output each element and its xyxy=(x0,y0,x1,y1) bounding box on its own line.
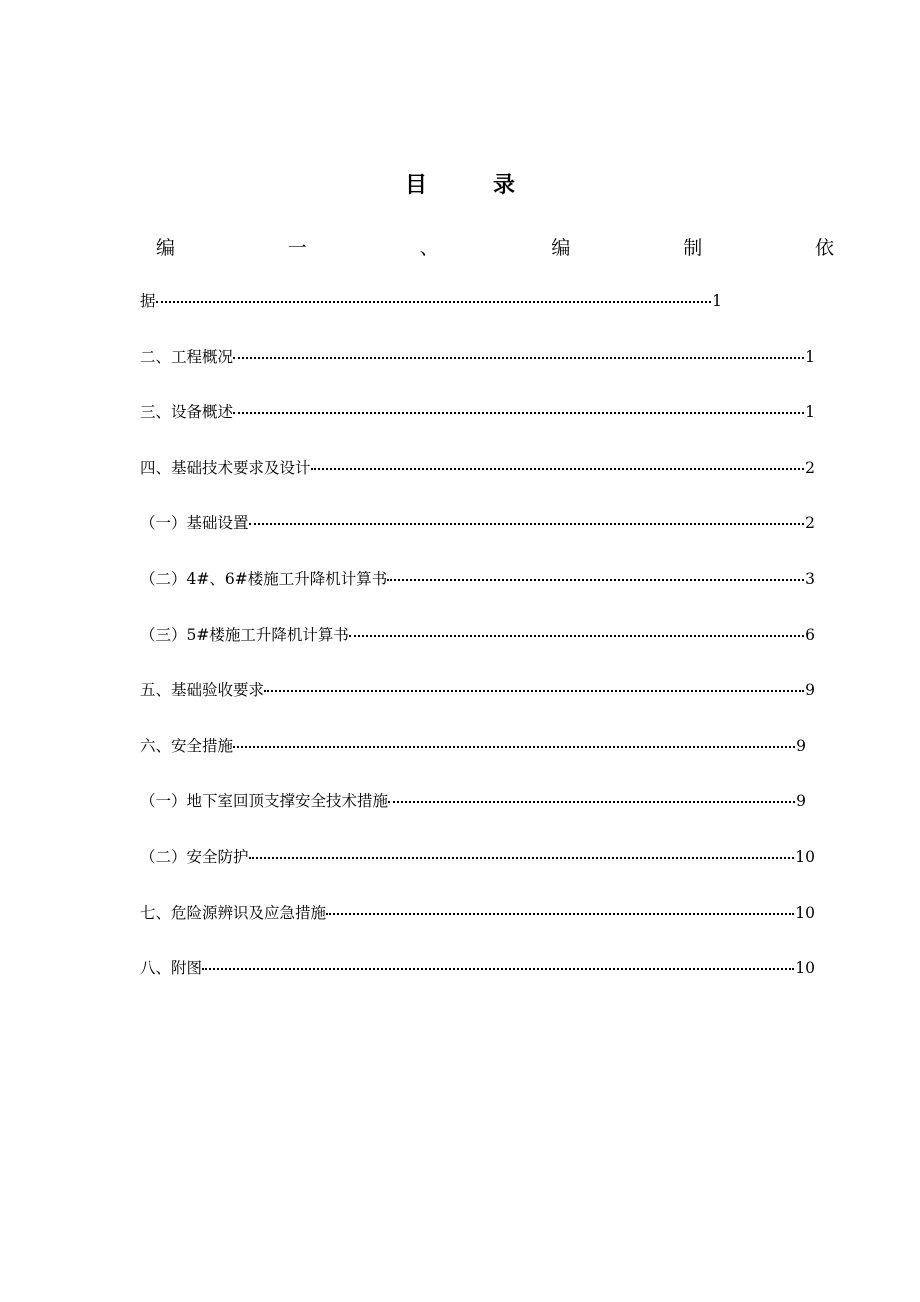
toc-entry-label: 七、危险源辨识及应急措施 xyxy=(140,903,327,922)
toc-entry-page: 1 xyxy=(712,292,722,310)
toc-entry-label: （三）5#楼施工升降机计算书 xyxy=(140,625,349,644)
toc-leader-dots xyxy=(233,733,795,759)
toc-leader-dots xyxy=(387,566,804,592)
spread-char: 制 xyxy=(683,236,703,259)
toc-entry-page: 1 xyxy=(805,347,815,366)
toc-leader-dots xyxy=(264,677,804,703)
toc-entry-page: 6 xyxy=(805,625,815,644)
toc-entry[interactable] xyxy=(140,455,815,511)
toc-leader-dots xyxy=(249,844,795,870)
toc-entry[interactable] xyxy=(140,344,815,400)
toc-entry[interactable] xyxy=(140,788,806,844)
toc-leader-dots xyxy=(233,399,804,425)
toc-leader-dots xyxy=(388,788,795,814)
toc-entry-1-continuation[interactable] xyxy=(140,288,722,344)
toc-entry-label: 八、附图 xyxy=(140,959,203,978)
toc-entry-label: 三、设备概述 xyxy=(140,403,234,422)
toc-entry[interactable] xyxy=(140,510,815,566)
toc-entry-label: 五、基础验收要求 xyxy=(140,681,265,700)
toc-leader-dots xyxy=(349,622,804,648)
toc-entry-page: 1 xyxy=(805,403,815,422)
toc-entry-page: 10 xyxy=(795,847,815,866)
toc-entry-page: 9 xyxy=(796,736,806,755)
toc-entry-label: 二、工程概况 xyxy=(140,347,234,366)
toc-leader-dots xyxy=(202,955,794,981)
toc-entry[interactable] xyxy=(140,955,815,1011)
toc-entry-1-spread-line xyxy=(156,232,834,260)
toc-entry-label: （一）基础设置 xyxy=(140,514,249,533)
toc-entry-page: 3 xyxy=(805,569,815,588)
toc-entry-label: （二）4#、6#楼施工升降机计算书 xyxy=(140,569,388,588)
toc-entry-page: 9 xyxy=(796,792,806,811)
toc-entry-page: 9 xyxy=(805,681,815,700)
toc-list xyxy=(140,288,840,1011)
toc-leader-dots xyxy=(233,344,804,370)
spread-char: 、 xyxy=(419,236,439,259)
toc-entry[interactable] xyxy=(140,399,815,455)
toc-entry-label: （二）安全防护 xyxy=(140,847,249,866)
toc-entry-page: 2 xyxy=(805,514,815,533)
toc-entry[interactable] xyxy=(140,566,815,622)
spread-char: 编 xyxy=(156,236,176,259)
toc-title-char-2: 录 xyxy=(493,172,516,198)
toc-entry[interactable] xyxy=(140,733,806,789)
toc-entry[interactable] xyxy=(140,900,815,956)
toc-entry-label: 四、基础技术要求及设计 xyxy=(140,458,311,477)
toc-title xyxy=(0,168,920,199)
toc-leader-dots xyxy=(249,510,805,536)
toc-entry-label: 据 xyxy=(140,292,156,310)
spread-char: 一 xyxy=(287,236,307,259)
toc-leader-dots xyxy=(311,455,805,481)
toc-entry-label: （一）地下室回顶支撑安全技术措施 xyxy=(140,792,389,811)
toc-entry-page: 2 xyxy=(805,458,815,477)
toc-entry-label: 六、安全措施 xyxy=(140,736,234,755)
toc-entry[interactable] xyxy=(140,622,815,678)
toc-entry-page: 10 xyxy=(795,903,815,922)
toc-leader-dots xyxy=(326,900,794,926)
toc-entry-page: 10 xyxy=(795,959,815,978)
toc-entry[interactable] xyxy=(140,677,815,733)
spread-char: 依 xyxy=(814,236,834,259)
toc-title-char-1: 目 xyxy=(404,172,427,198)
spread-char: 编 xyxy=(551,236,571,259)
toc-entry[interactable] xyxy=(140,844,815,900)
toc-leader-dots xyxy=(156,288,712,314)
